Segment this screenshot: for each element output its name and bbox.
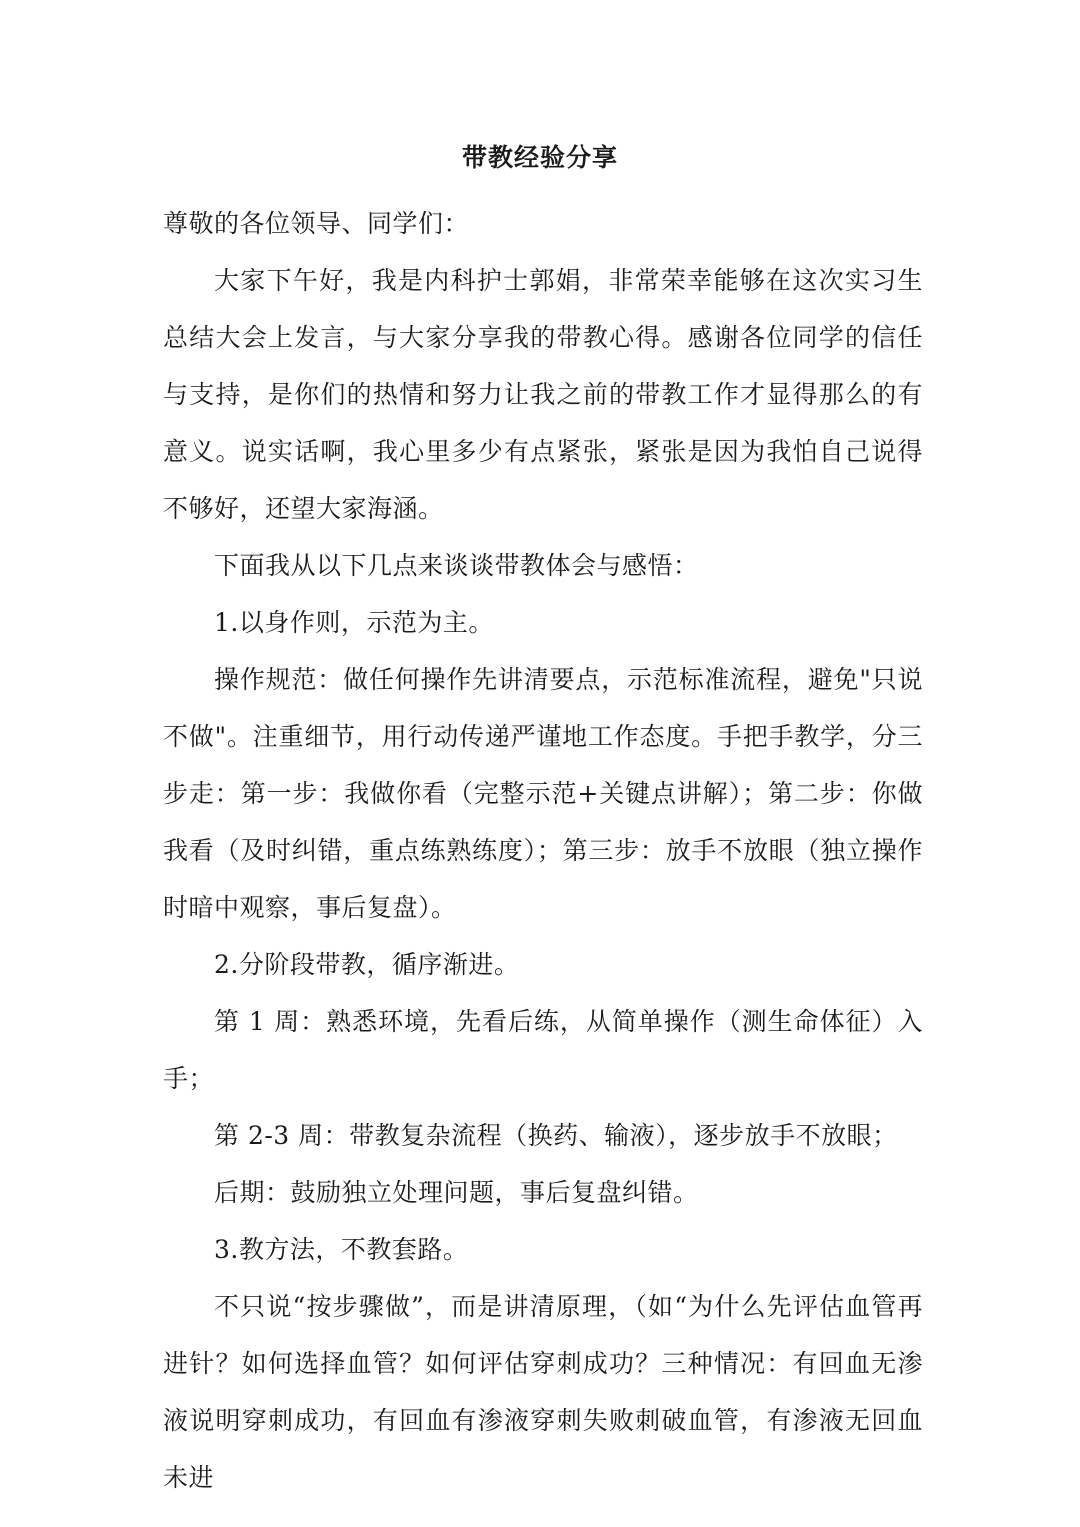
list-item-week-2-3: 第 2-3 周：带教复杂流程（换药、输液），逐步放手不放眼； — [214, 1121, 898, 1150]
section-heading-2: 2.分阶段带教，循序渐进。 — [214, 950, 520, 979]
salutation: 尊敬的各位领导、同学们： — [163, 209, 470, 238]
document-body — [163, 195, 923, 1506]
list-item-later: 后期：鼓励独立处理问题，事后复盘纠错。 — [214, 1178, 699, 1207]
document-title: 带教经验分享 — [461, 143, 618, 172]
paragraph-intro: 大家下午好，我是内科护士郭娟，非常荣幸能够在这次实习生总结大会上发言，与大家分享我的带教心得。感谢各位同学的信任与支持，是你们的热情和努力让我之前的带教工作才显得那么的有意义。说实话啊，我心里多少有点紧张，紧张是因为我怕自己说得不够好，还望大家海涵。 — [163, 266, 923, 523]
paragraph-section-1: 操作规范：做任何操作先讲清要点，示范标准流程，避免"只说不做"。注重细节，用行动传递严谨地工作态度。手把手教学，分三步走：第一步：我做你看（完整示范+关键点讲解）；第二步：你做我看（及时纠错，重点练熟练度）；第三步：放手不放眼（独立操作时暗中观察，事后复盘）。 — [163, 665, 923, 922]
paragraph-section-3: 不只说“按步骤做”，而是讲清原理，（如“为什么先评估血管再进针？如何选择血管？如何评估穿刺成功？三种情况：有回血无渗液说明穿刺成功，有回血有渗液穿刺失败刺破血管，有渗液无回血未进 — [163, 1292, 923, 1492]
section-heading-3: 3.教方法，不教套路。 — [214, 1235, 469, 1264]
section-heading-1: 1.以身作则，示范为主。 — [214, 608, 494, 637]
paragraph-overview: 下面我从以下几点来谈谈带教体会与感悟： — [214, 551, 699, 580]
list-item-week-1: 第 1 周：熟悉环境，先看后练，从简单操作（测生命体征）入手； — [163, 1007, 923, 1093]
